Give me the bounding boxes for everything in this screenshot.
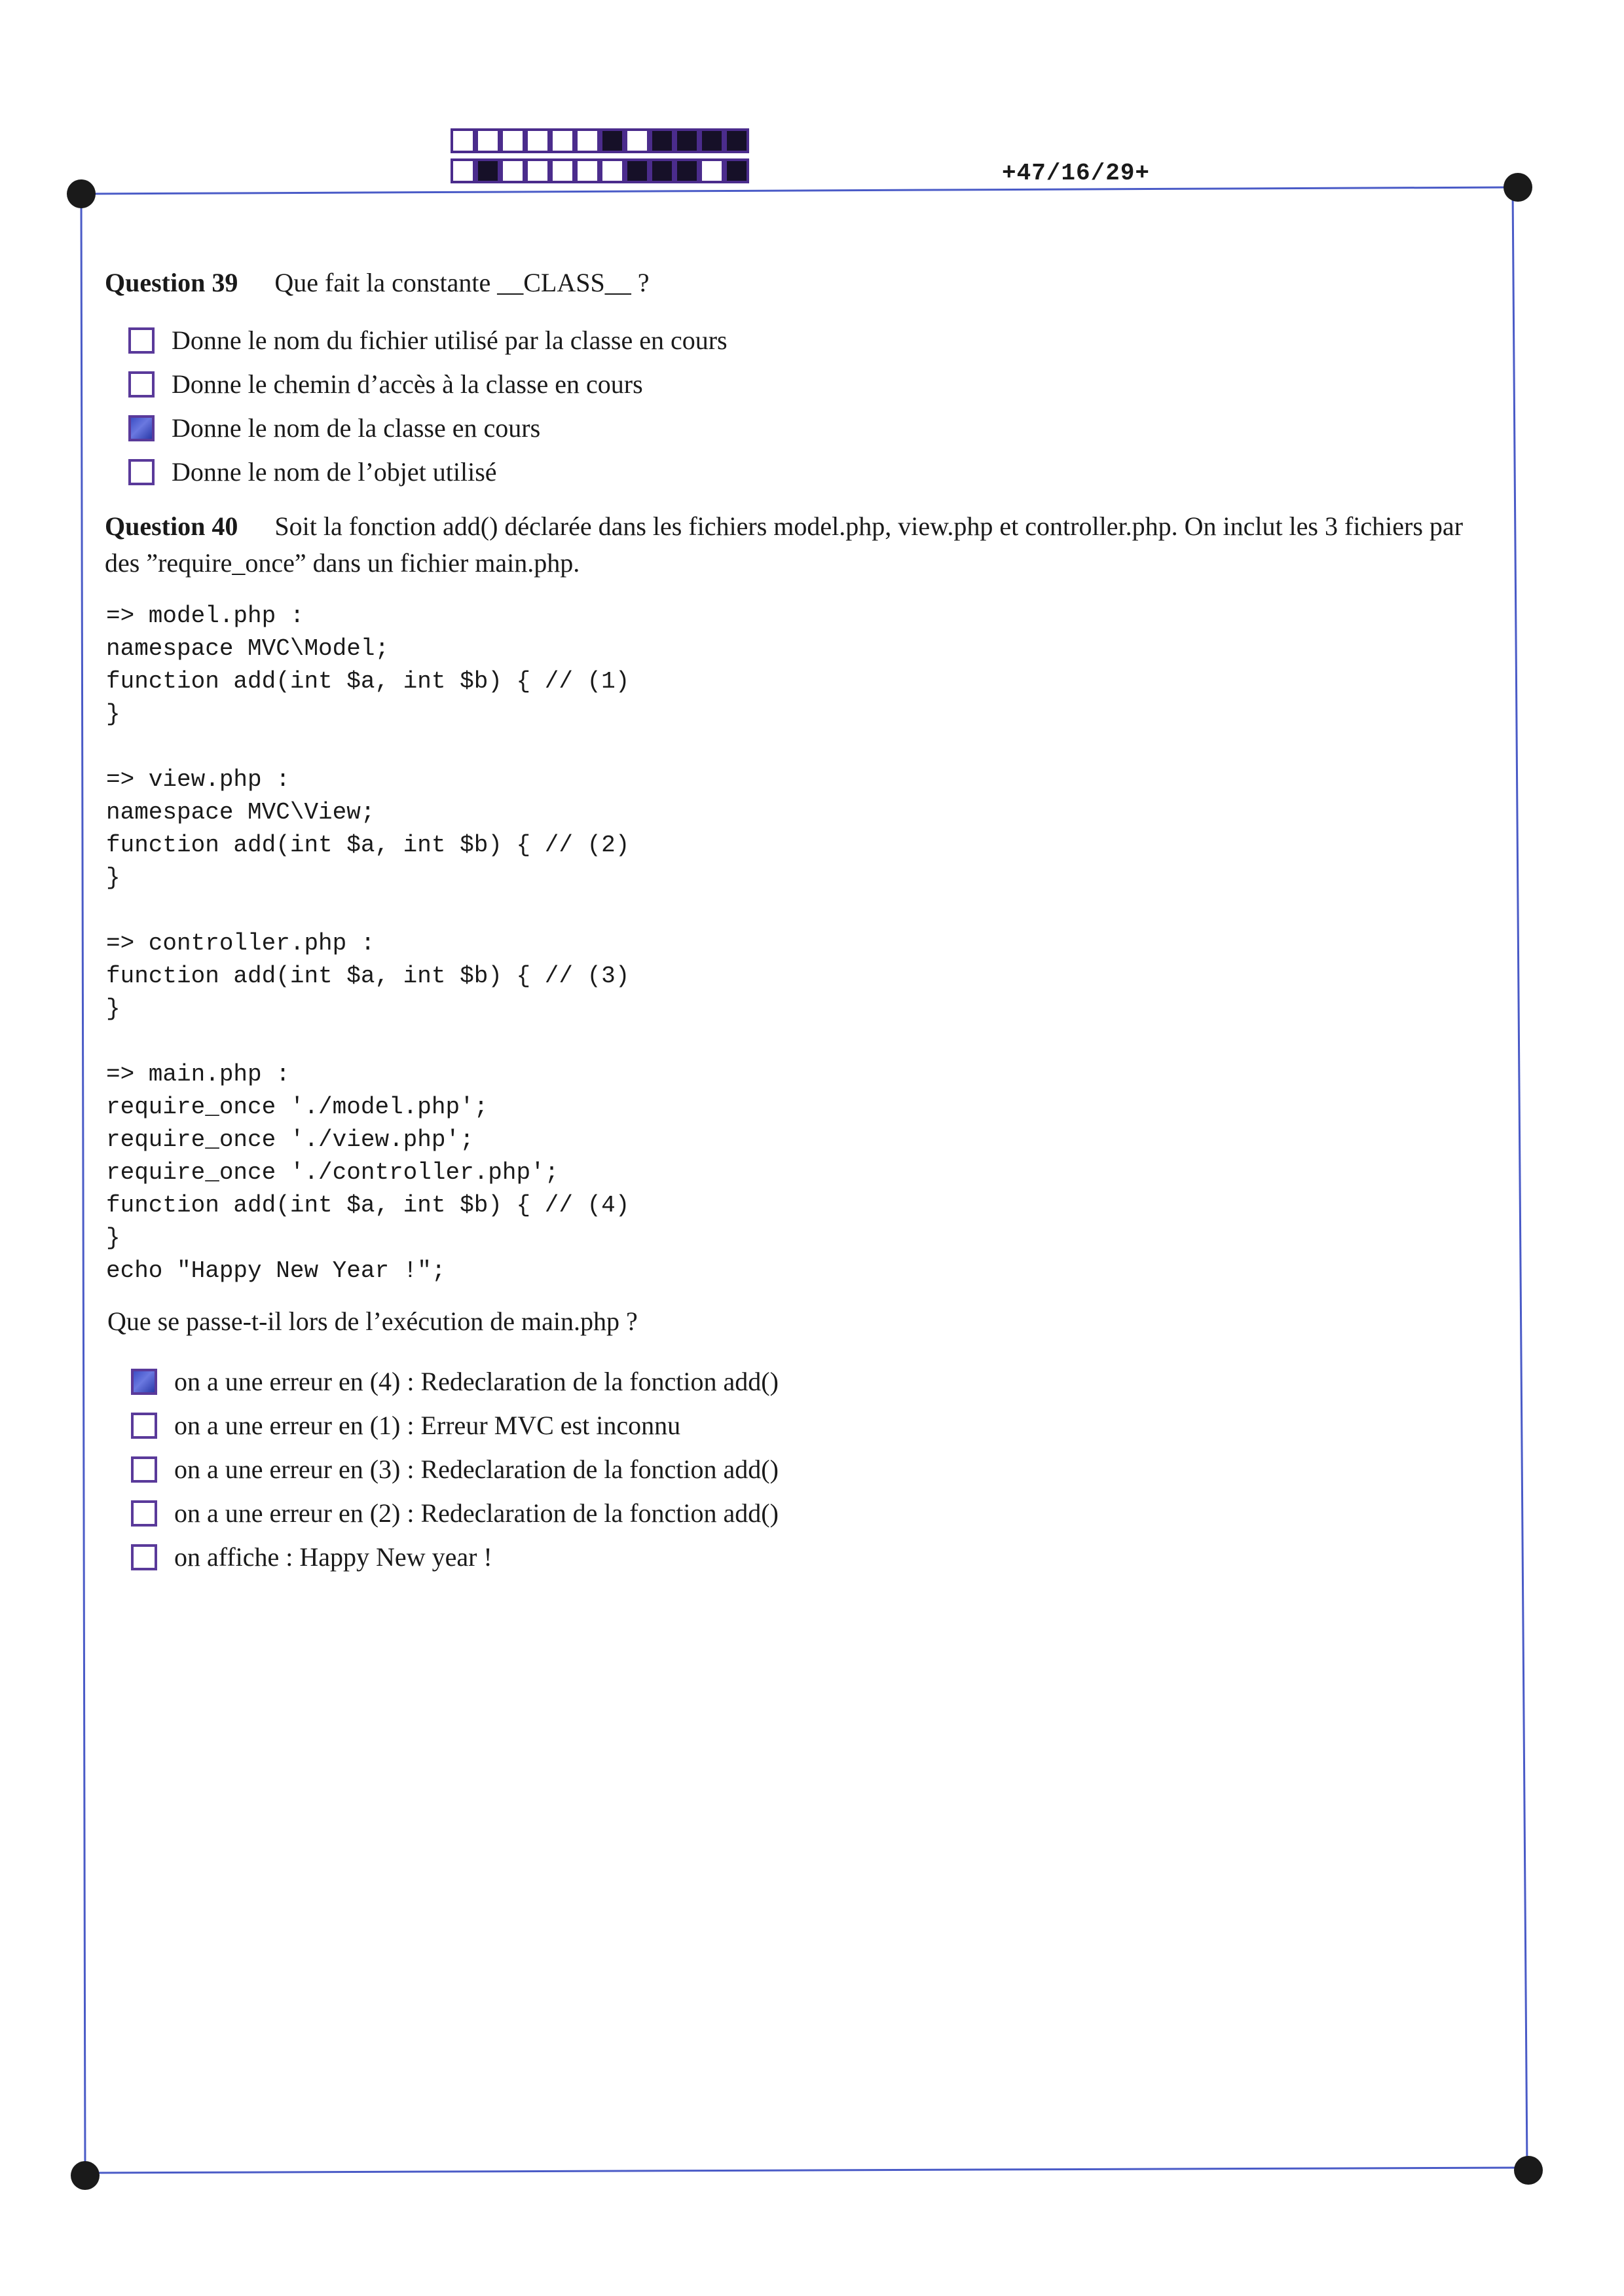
code-line: }: [106, 864, 120, 891]
barcode-row-2: [451, 158, 762, 183]
corner-marker-top-right: [1504, 173, 1532, 202]
sheet-id: +47/16/29+: [1002, 160, 1151, 187]
frame-left-line: [81, 194, 85, 2173]
question-40-prompt: Que se passe-t-il lors de l’exécution de main.php ?: [107, 1306, 638, 1336]
barcode-cell: [525, 158, 550, 183]
answer-text: on a une erreur en (2) : Redeclaration de la fonction add(): [174, 1498, 779, 1528]
answer-text: on a une erreur en (1) : Erreur MVC est inconnu: [174, 1411, 681, 1440]
code-line: function add(int $a, int $b) { // (2): [106, 832, 630, 859]
answer-text: Donne le nom du fichier utilisé par la classe en cours: [172, 325, 728, 355]
checkbox[interactable]: [131, 1544, 157, 1570]
barcode-row-1: [451, 128, 762, 153]
checked-checkbox[interactable]: [131, 1369, 157, 1395]
question-40-text: Soit la fonction add() déclarée dans les fichiers model.php, view.php et controller.php. On inclut les 3 fichiers par des ”require_once” dans un fichier main.php.: [105, 511, 1464, 578]
barcode-cell: [525, 128, 550, 153]
checkbox[interactable]: [128, 327, 155, 354]
barcode-cell: [550, 128, 575, 153]
code-line: require_once './controller.php';: [106, 1159, 559, 1186]
frame-right-line: [1513, 187, 1527, 2168]
q39-answer-3[interactable]: [128, 406, 728, 450]
question-40-heading: [105, 508, 1500, 582]
barcode-cell: [500, 158, 525, 183]
code-line: namespace MVC\View;: [106, 799, 375, 826]
code-line: function add(int $a, int $b) { // (3): [106, 963, 630, 990]
code-line: namespace MVC\Model;: [106, 635, 390, 662]
frame-top-line: [81, 187, 1513, 194]
question-40-label: Question 40: [105, 511, 238, 541]
q40-answer-3[interactable]: [131, 1447, 779, 1491]
corner-marker-bottom-right: [1514, 2156, 1543, 2185]
barcode-cell: [475, 158, 500, 183]
q39-answer-1[interactable]: [128, 318, 728, 362]
code-line: [106, 731, 629, 764]
checked-checkbox[interactable]: [128, 415, 155, 441]
code-line: [106, 895, 629, 927]
answer-text: Donne le nom de l’objet utilisé: [172, 457, 497, 487]
answer-text: on a une erreur en (4) : Redeclaration de la fonction add(): [174, 1367, 779, 1396]
q40-answer-5[interactable]: [131, 1535, 779, 1579]
code-line: }: [106, 995, 120, 1022]
barcode-cell: [674, 158, 699, 183]
q40-answer-2[interactable]: [131, 1403, 779, 1447]
code-line: require_once './view.php';: [106, 1126, 474, 1153]
question-39-label: Question 39: [105, 268, 238, 297]
barcode-cell: [500, 128, 525, 153]
code-line: => model.php :: [106, 602, 304, 629]
frame-bottom-line: [85, 2168, 1527, 2173]
answer-text: on a une erreur en (3) : Redeclaration de la fonction add(): [174, 1454, 779, 1484]
barcode-cell: [724, 128, 749, 153]
code-line: function add(int $a, int $b) { // (4): [106, 1192, 630, 1219]
checkbox[interactable]: [128, 459, 155, 485]
barcode-cell: [650, 128, 674, 153]
barcode-cell: [699, 158, 724, 183]
q39-answer-4[interactable]: [128, 450, 728, 494]
code-line: => view.php :: [106, 766, 290, 793]
question-40-answers: [131, 1360, 779, 1579]
barcode-cell: [575, 128, 600, 153]
code-line: function add(int $a, int $b) { // (1): [106, 668, 630, 695]
question-39-answers: [128, 318, 728, 494]
barcode-cell: [451, 128, 475, 153]
code-listing: [106, 600, 629, 1287]
q40-answer-4[interactable]: [131, 1491, 779, 1535]
barcode-cell: [699, 128, 724, 153]
barcode-cell: [475, 128, 500, 153]
sheet-barcode: [451, 128, 762, 189]
barcode-cell: [650, 158, 674, 183]
corner-marker-top-left: [67, 179, 96, 208]
answer-text: on affiche : Happy New year !: [174, 1542, 492, 1572]
barcode-cell: [550, 158, 575, 183]
code-line: [106, 1026, 629, 1058]
barcode-cell: [600, 128, 625, 153]
barcode-cell: [600, 158, 625, 183]
answer-text: Donne le nom de la classe en cours: [172, 413, 541, 443]
code-line: => controller.php :: [106, 930, 375, 957]
code-line: }: [106, 1225, 120, 1251]
barcode-cell: [625, 158, 650, 183]
barcode-cell: [724, 158, 749, 183]
code-line: => main.php :: [106, 1061, 290, 1088]
q39-answer-2[interactable]: [128, 362, 728, 406]
code-line: require_once './model.php';: [106, 1094, 489, 1120]
checkbox[interactable]: [131, 1413, 157, 1439]
barcode-cell: [625, 128, 650, 153]
answer-text: Donne le chemin d’accès à la classe en cours: [172, 369, 643, 399]
code-line: }: [106, 701, 120, 728]
q40-answer-1[interactable]: [131, 1360, 779, 1403]
checkbox[interactable]: [128, 371, 155, 398]
checkbox[interactable]: [131, 1456, 157, 1483]
barcode-cell: [575, 158, 600, 183]
question-39-heading: [105, 265, 649, 301]
code-line: echo "Happy New Year !";: [106, 1257, 446, 1284]
question-39-text: Que fait la constante __CLASS__ ?: [274, 268, 650, 297]
checkbox[interactable]: [131, 1500, 157, 1527]
barcode-cell: [451, 158, 475, 183]
barcode-cell: [674, 128, 699, 153]
corner-marker-bottom-left: [71, 2161, 100, 2190]
